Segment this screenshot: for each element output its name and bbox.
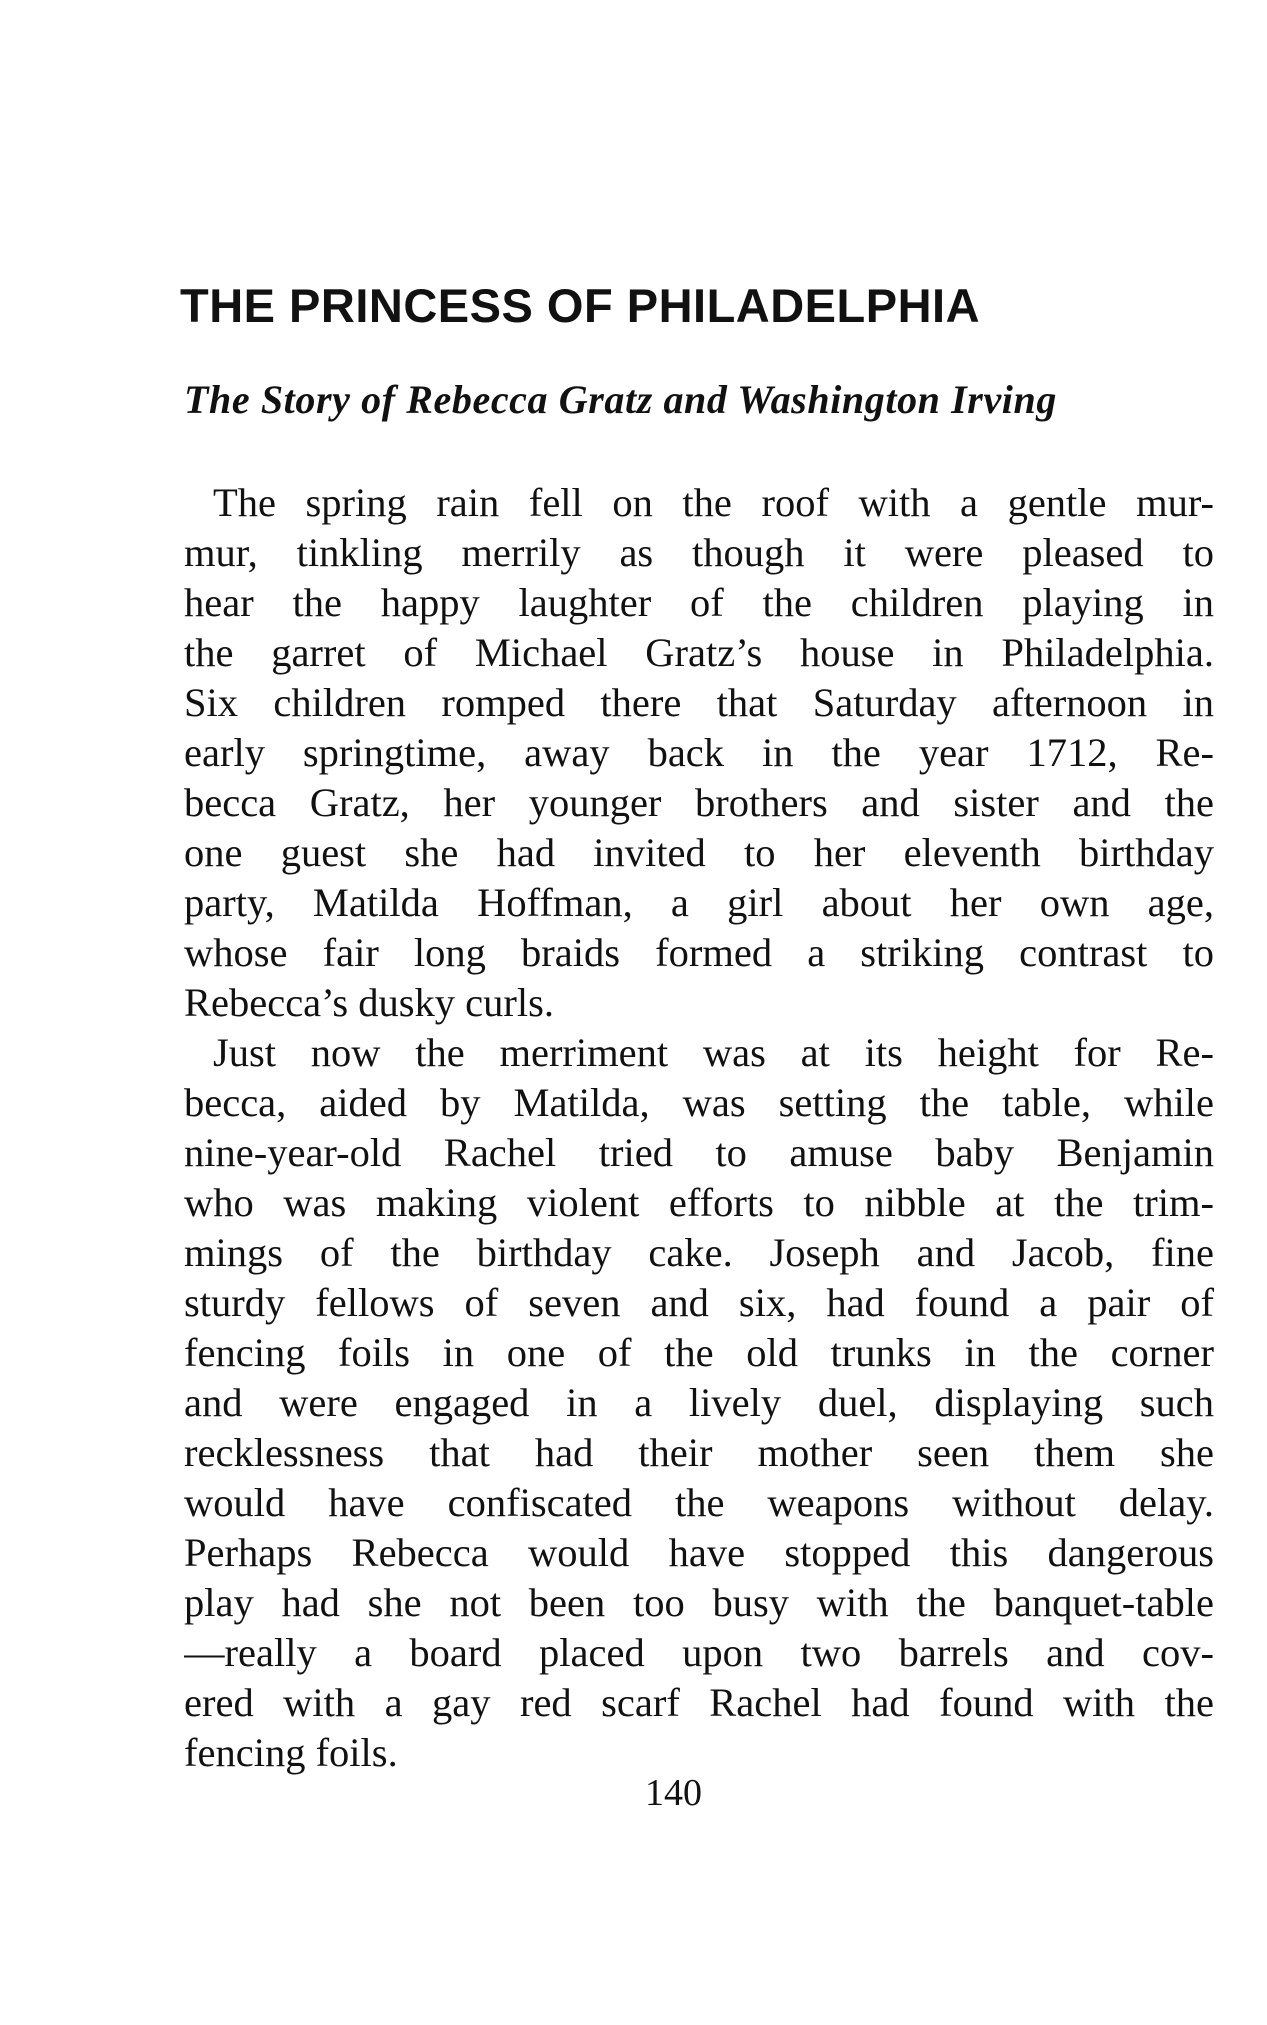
text-line: play had she not been too busy with the banquet-table: [184, 1580, 1214, 1625]
text-line: fencing foils.: [184, 1730, 398, 1775]
text-line: party, Matilda Hoffman, a girl about her own age,: [184, 880, 1214, 925]
text-line: recklessness that had their mother seen them she: [184, 1430, 1214, 1475]
text-line: nine-year-old Rachel tried to amuse baby Benjamin: [184, 1130, 1214, 1175]
text-line: whose fair long braids formed a striking contrast to: [184, 930, 1214, 975]
text-line: the garret of Michael Gratz’s house in Philadelphia.: [184, 630, 1214, 675]
text-line: The spring rain fell on the roof with a gentle mur-: [213, 480, 1214, 525]
text-line: mur, tinkling merrily as though it were pleased to: [184, 530, 1214, 575]
text-line: and were engaged in a lively duel, displaying such: [184, 1380, 1214, 1425]
text-line: becca, aided by Matilda, was setting the table, while: [184, 1080, 1214, 1125]
text-line: Rebecca’s dusky curls.: [184, 980, 555, 1025]
chapter-subtitle: The Story of Rebecca Gratz and Washington Irving: [184, 377, 1057, 422]
text-line: early springtime, away back in the year 1712, Re-: [184, 730, 1214, 775]
text-line: who was making violent efforts to nibble at the trim-: [184, 1180, 1214, 1225]
text-line: Perhaps Rebecca would have stopped this dangerous: [184, 1530, 1214, 1575]
text-line: mings of the birthday cake. Joseph and Jacob, fine: [184, 1230, 1214, 1275]
text-line: ered with a gay red scarf Rachel had found with the: [184, 1680, 1214, 1725]
page-number: 140: [645, 1772, 702, 1814]
text-line: Just now the merriment was at its height for Re-: [213, 1030, 1214, 1075]
text-line: sturdy fellows of seven and six, had found a pair of: [184, 1280, 1214, 1325]
text-line: becca Gratz, her younger brothers and sister and the: [184, 780, 1214, 825]
text-line: fencing foils in one of the old trunks in the corner: [184, 1330, 1214, 1375]
text-line: —really a board placed upon two barrels and cov-: [184, 1630, 1214, 1675]
chapter-title: THE PRINCESS OF PHILADELPHIA: [180, 279, 981, 332]
text-line: would have confiscated the weapons without delay.: [184, 1480, 1214, 1525]
text-line: one guest she had invited to her eleventh birthday: [184, 830, 1214, 875]
text-line: hear the happy laughter of the children playing in: [184, 580, 1214, 625]
text-line: Six children romped there that Saturday afternoon in: [184, 680, 1214, 725]
